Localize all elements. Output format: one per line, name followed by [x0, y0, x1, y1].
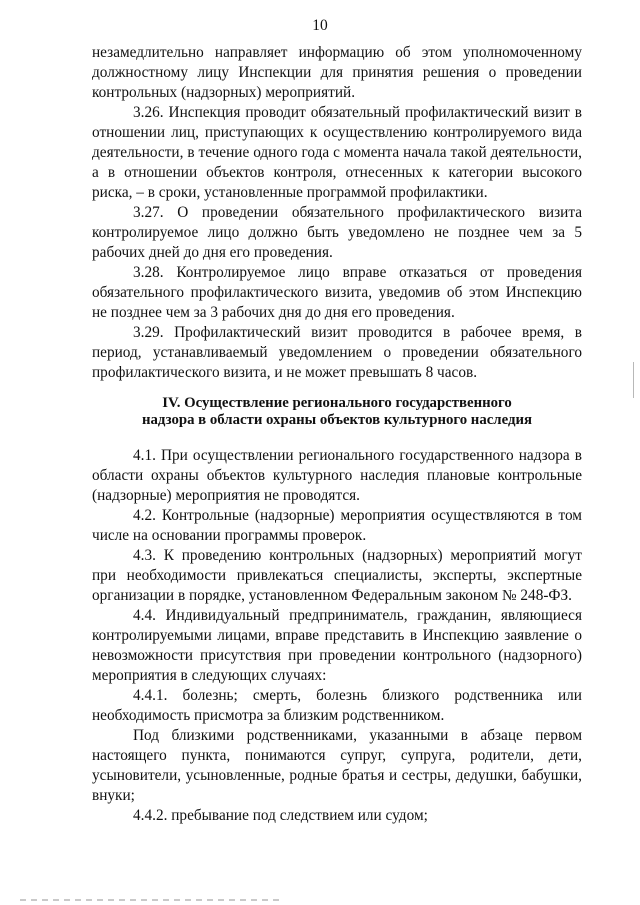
scan-bottom-noise	[20, 899, 280, 901]
paragraph-4-1: 4.1. При осуществлении регионального государственного надзора в области охраны объектов культурного наследия плановые контрольные (надзорные) мероприятия не проводятся.	[92, 447, 582, 504]
page-number: 10	[312, 17, 328, 34]
scan-edge-mark	[633, 362, 634, 398]
paragraph-3-26: 3.26. Инспекция проводит обязательный профилактический визит в отношении лиц, приступающих к осуществлению контролируемого вида деятельности, в течение одного года с момента начала такой деятельности, а в отношении объектов контроля, отнесенных к категории высокого риска, – в сроки, установленные программой профилактики.	[92, 104, 582, 201]
paragraph-4-2: 4.2. Контрольные (надзорные) мероприятия осуществляются в том числе на основании программы проверок.	[92, 507, 582, 544]
paragraph-3-28: 3.28. Контролируемое лицо вправе отказаться от проведения обязательного профилактического визита, уведомив об этом Инспекцию не позднее чем за 3 рабочих дня до дня его проведения.	[92, 264, 582, 321]
document-body	[92, 43, 582, 826]
paragraph-continuation: незамедлительно направляет информацию об этом уполномоченному должностному лицу Инспекции для принятия решения о проведении контрольных (надзорных) мероприятий.	[92, 44, 582, 101]
paragraph-4-4-2: 4.4.2. пребывание под следствием или судом;	[133, 807, 428, 824]
paragraph-3-29: 3.29. Профилактический визит проводится в рабочее время, в период, устанавливаемый уведомлением о проведении обязательного профилактического визита, и не может превышать 8 часов.	[92, 324, 582, 381]
paragraph-3-27: 3.27. О проведении обязательного профилактического визита контролируемое лицо должно быть уведомлено не позднее чем за 5 рабочих дней до дня его проведения.	[92, 204, 582, 261]
paragraph-4-3: 4.3. К проведению контрольных (надзорных) мероприятий могут при необходимости привлекаться специалисты, эксперты, экспертные организации в порядке, установленном Федеральным законом № 248-ФЗ.	[92, 547, 582, 604]
paragraph-4-4-1: 4.4.1. болезнь; смерть, болезнь близкого родственника или необходимость присмотра за близким родственником.	[92, 687, 582, 724]
paragraph-4-4: 4.4. Индивидуальный предприниматель, гражданин, являющиеся контролируемыми лицами, вправе представить в Инспекцию заявление о невозможности присутствия при проведении контрольного (надзорного) мероприятия в следующих случаях:	[92, 607, 582, 684]
paragraph-relatives: Под близкими родственниками, указанными в абзаце первом настоящего пункта, понимаются супруг, супруга, родители, дети, усыновители, усыновленные, родные братья и сестры, дедушки, бабушки, внуки;	[92, 727, 582, 804]
section-heading-line2: надзора в области охраны объектов культурного наследия	[142, 412, 532, 428]
section-heading	[92, 395, 582, 429]
section-heading-line1: IV. Осуществление регионального государственного	[162, 395, 512, 411]
